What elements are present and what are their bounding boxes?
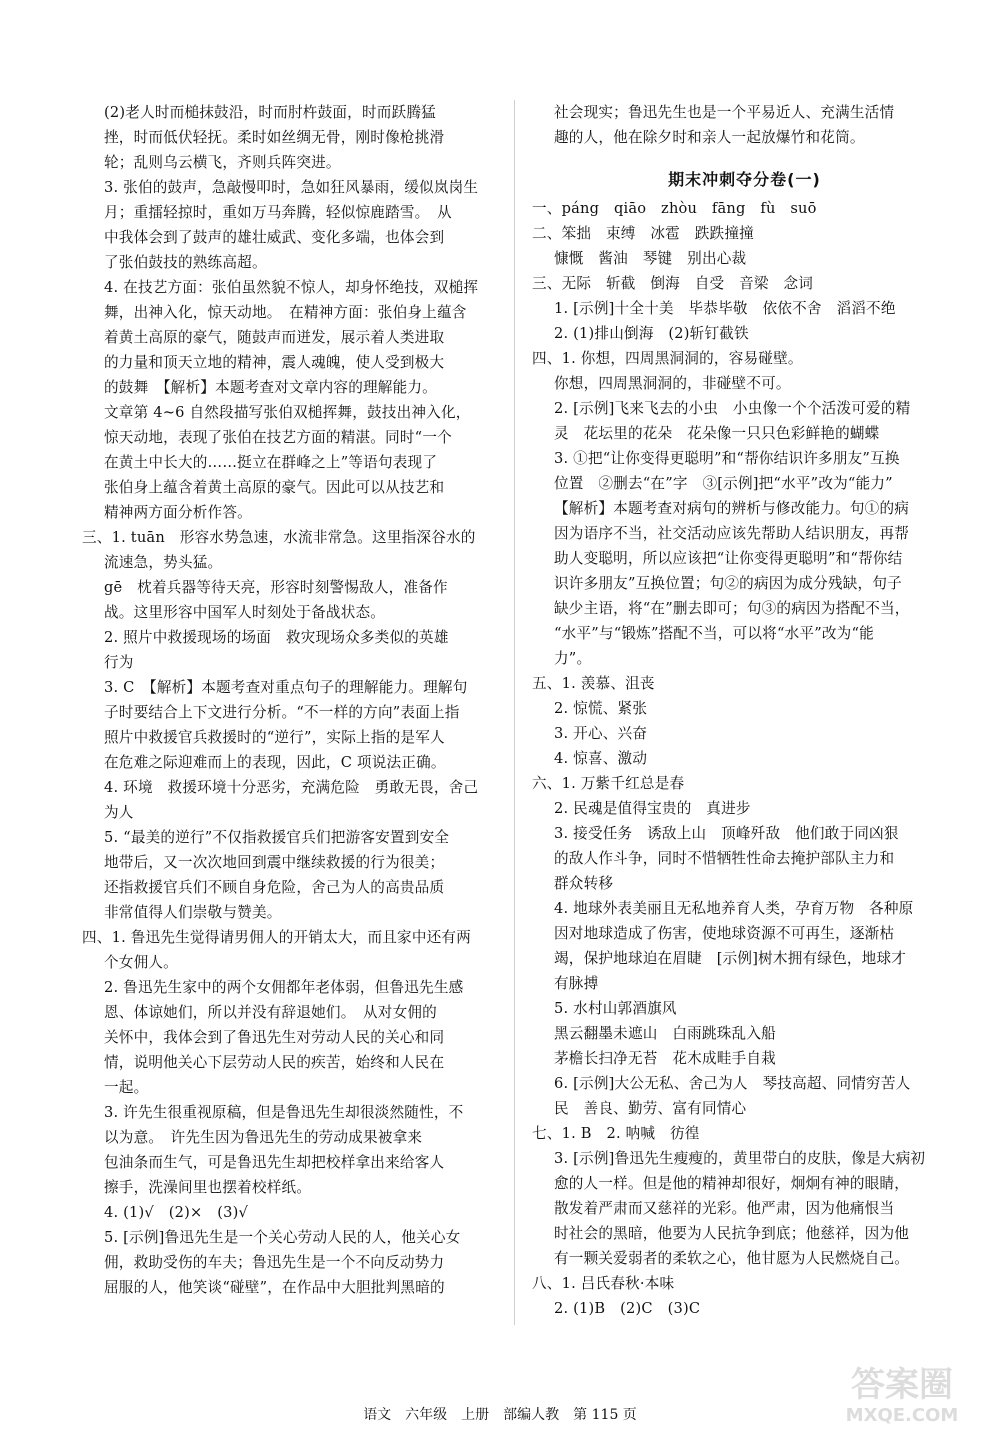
- answer-line: 的鼓舞 【解析】本题考查对文章内容的理解能力。: [104, 379, 437, 396]
- answer-line: 4. (1)√ (2)× (3)√: [104, 1204, 248, 1221]
- answer-line: 1. [示例]十全十美 毕恭毕敬 依依不舍 滔滔不绝: [554, 300, 896, 317]
- answer-line: 地带后，又一次次地回到震中继续救援的行为很美；: [104, 854, 445, 871]
- answer-line: 为人: [104, 804, 134, 821]
- answer-line: 三、1. tuān 形容水势急速，水流非常急。这里指深谷水的: [82, 529, 476, 546]
- answer-line: 有一颗关爱弱者的柔软之心，他甘愿为人民燃烧自己。: [554, 1250, 910, 1267]
- answer-line: 文章第 4~6 自然段描写张伯双槌挥舞，鼓技出神入化，: [104, 404, 471, 421]
- answer-line: 情，说明他关心下层劳动人民的疾苦，始终和人民在: [104, 1054, 445, 1071]
- watermark-url: MXQE.COM: [845, 1405, 959, 1426]
- answer-line: 竭，保护地球迫在眉睫 [示例]树木拥有绿色，地球才: [554, 950, 907, 967]
- answer-line: 5. [示例]鲁迅先生是一个关心劳动人民的人，他关心女: [104, 1229, 461, 1246]
- answer-line: 擦手，洗澡间里也摆着校样纸。: [104, 1179, 312, 1196]
- answer-line: 舞，出神入化，惊天动地。 在精神方面：张伯身上蕴含: [104, 304, 467, 321]
- answer-line: 3. ①把“让你变得更聪明”和“帮你结识许多朋友”互换: [554, 450, 900, 467]
- answer-line: 的力量和顶天立地的精神，震人魂魄，使人受到极大: [104, 354, 445, 371]
- answer-line: 中我体会到了鼓声的雄壮威武、变化多端，也体会到: [104, 229, 445, 246]
- answer-line: 以为意。 许先生因为鲁迅先生的劳动成果被拿来: [104, 1129, 423, 1146]
- answer-line: 散发着严肃而又慈祥的光彩。他严肃，因为他痛恨当: [554, 1200, 895, 1217]
- answer-line: 2. 鲁迅先生家中的两个女佣都年老体弱，但鲁迅先生感: [104, 979, 464, 996]
- answer-line: 【解析】本题考查对病句的辨析与修改能力。句①的病: [554, 500, 910, 517]
- answer-line: 二、笨拙 束缚 冰雹 跌跌撞撞: [532, 225, 754, 242]
- answer-line: 轮；乱则乌云横飞，齐则兵阵突进。: [104, 154, 341, 171]
- answer-line: 了张伯鼓技的熟练高超。: [104, 254, 267, 271]
- answer-line: 的敌人作斗争，同时不惜牺牲性命去掩护部队主力和: [554, 850, 895, 867]
- answer-line: 照片中救援官兵救援时的“逆行”，实际上指的是军人: [104, 729, 445, 746]
- answer-line: 四、1. 鲁迅先生觉得请男佣人的开销太大，而且家中还有两: [82, 929, 472, 946]
- answer-line: 5. 水村山郭酒旗风: [554, 1000, 677, 1017]
- answer-line: 社会现实；鲁迅先生也是一个平易近人、充满生活情: [554, 104, 895, 121]
- answer-line: 月；重擂轻掠时，重如万马奔腾，轻似惊鹿踏雪。 从: [104, 204, 452, 221]
- answer-line: 六、1. 万紫千红总是春: [532, 775, 685, 792]
- answer-line: 2. 照片中救援现场的场面 救灾现场众多类似的英雄: [104, 629, 449, 646]
- answer-line: 愈的人一样。但是他的精神却很好，炯炯有神的眼睛，: [554, 1175, 910, 1192]
- answer-line: 四、1. 你想，四周黑洞洞的，容易碰壁。: [532, 350, 803, 367]
- answer-line: 识许多朋友”互换位置；句②的病因为成分残缺，句子: [554, 575, 902, 592]
- answer-line: 3. 张伯的鼓声，急敲慢叩时，急如狂风暴雨，缓似岚岗生: [104, 179, 479, 196]
- answer-line: 3. [示例]鲁迅先生瘦瘦的，黄里带白的皮肤，像是大病初: [554, 1150, 926, 1167]
- answer-line: 时社会的黑暗，他要为人民抗争到底；他慈祥，因为他: [554, 1225, 910, 1242]
- answer-line: 八、1. 吕氏春秋·本味: [532, 1275, 675, 1292]
- answer-line: 着黄土高原的豪气，随鼓声而迸发，展示着人类进取: [104, 329, 445, 346]
- answer-line: 屈服的人，他笑谈“碰壁”，在作品中大胆批判黑暗的: [104, 1279, 445, 1296]
- answer-line: 2. 惊慌、紧张: [554, 700, 648, 717]
- answer-line: gē 枕着兵器等待天亮，形容时刻警惕敌人，准备作: [104, 579, 448, 596]
- answer-line: 5. “最美的逆行”不仅指救援官兵们把游客安置到安全: [104, 829, 450, 846]
- answer-line: 3. C 【解析】本题考查对重点句子的理解能力。理解句: [104, 679, 468, 696]
- answer-line: 精神两方面分析作答。: [104, 504, 252, 521]
- answer-line: 4. 地球外表美丽且无私地养育人类，孕育万物 各种原: [554, 900, 914, 917]
- answer-line: 一起。: [104, 1079, 149, 1096]
- answer-line: 张伯身上蕴含着黄土高原的豪气。因此可以从技艺和: [104, 479, 445, 496]
- answer-line: 五、1. 羡慕、沮丧: [532, 675, 655, 692]
- answer-line: 2. (1)排山倒海 (2)斩钉截铁: [554, 325, 749, 342]
- answer-line: 挫，时而低伏轻抚。柔时如丝绸无骨，刚时像枪挑滑: [104, 129, 445, 146]
- answer-line: 3. 许先生很重视原稿，但是鲁迅先生却很淡然随性，不: [104, 1104, 464, 1121]
- left-column: [82, 100, 502, 1300]
- answer-line: 助人变聪明，所以应该把“让你变得更聪明”和“帮你结: [554, 550, 903, 567]
- answer-line: 灵 花坛里的花朵 花朵像一只只色彩鲜艳的蝴蝶: [554, 425, 880, 442]
- answer-line: 有脉搏: [554, 975, 599, 992]
- answer-line: 黑云翻墨未遮山 白雨跳珠乱入船: [554, 1025, 776, 1042]
- answer-line: 趣的人，他在除夕时和亲人一起放爆竹和花筒。: [554, 129, 865, 146]
- column-divider: [514, 100, 515, 1325]
- answer-line: 个女佣人。: [104, 954, 178, 971]
- answer-line: 慷慨 酱油 琴键 别出心裁: [554, 250, 747, 267]
- answer-line: 行为: [104, 654, 134, 671]
- answer-line: 2. 民魂是值得宝贵的 真进步: [554, 800, 751, 817]
- answer-line: (2)老人时而槌抹鼓沿，时而肘杵鼓面，时而跃腾猛: [104, 104, 436, 121]
- answer-line: 群众转移: [554, 875, 614, 892]
- watermark-title: 答案圈: [851, 1365, 953, 1405]
- right-column: [532, 100, 957, 1321]
- answer-line: 佣，救助受伤的车夫；鲁迅先生是一个不向反动势力: [104, 1254, 445, 1271]
- answer-line: 4. 环境 救援环境十分恶劣，充满危险 勇敢无畏，舍己: [104, 779, 479, 796]
- answer-line: 关怀中，我体会到了鲁迅先生对劳动人民的关心和同: [104, 1029, 445, 1046]
- answer-line: 在危难之际迎难而上的表现，因此，C 项说法正确。: [104, 754, 446, 771]
- answer-line: 4. 在技艺方面：张伯虽然貌不惊人，却身怀绝技，双槌挥: [104, 279, 479, 296]
- answer-line: 在黄土中长大的……挺立在群峰之上”等语句表现了: [104, 454, 438, 471]
- answer-line: 2. [示例]飞来飞去的小虫 小虫像一个个活泼可爱的精: [554, 400, 911, 417]
- answer-line: 你想，四周黑洞洞的，非碰壁不可。: [554, 375, 791, 392]
- right-column-answers: [532, 196, 957, 1321]
- answer-line: 非常值得人们崇敬与赞美。: [104, 904, 282, 921]
- answer-line: 力”。: [554, 650, 592, 667]
- answer-line: 惊天动地，表现了张伯在技艺方面的精湛。同时“一个: [104, 429, 452, 446]
- answer-line: 一、páng qiāo zhòu fāng fù suō: [532, 200, 817, 217]
- answer-line: 还指救援官兵们不顾自身危险，舍己为人的高贵品质: [104, 879, 445, 896]
- page-footer: 语文 六年级 上册 部编人教 第 115 页: [363, 1407, 637, 1423]
- answer-line: 缺少主语，将“在”删去即可；句③的病因为搭配不当，: [554, 600, 910, 617]
- answer-line: 流速急，势头猛。: [104, 554, 223, 571]
- answer-line: 6. [示例]大公无私、舍己为人 琴技高超、同情穷苦人: [554, 1075, 911, 1092]
- answer-line: “水平”与“锻炼”搭配不当，可以将“水平”改为“能: [554, 625, 874, 642]
- answer-line: 民 善良、勤劳、富有同情心: [554, 1100, 747, 1117]
- answer-line: 因对地球造成了伤害，使地球资源不可再生，逐渐枯: [554, 925, 895, 942]
- answer-line: 3. 开心、兴奋: [554, 725, 648, 742]
- answer-line: 4. 惊喜、激动: [554, 750, 648, 767]
- section-title: 期末冲刺夺分卷(一): [668, 170, 821, 189]
- answer-line: 包油条而生气，可是鲁迅先生却把校样拿出来给客人: [104, 1154, 445, 1171]
- right-column-continuation: [532, 100, 957, 150]
- answer-line: 三、无际 斩截 倒海 自受 音梁 念词: [532, 275, 814, 292]
- answer-line: 茅檐长扫净无苔 花木成畦手自栽: [554, 1050, 776, 1067]
- answer-line: 恩、体谅她们，所以并没有辞退她们。 从对女佣的: [104, 1004, 437, 1021]
- answer-line: 战。这里形容中国军人时刻处于备战状态。: [104, 604, 386, 621]
- answer-line: 2. (1)B (2)C (3)C: [554, 1300, 701, 1317]
- answer-line: 3. 接受任务 诱敌上山 顶峰歼敌 他们敢于同凶狠: [554, 825, 899, 842]
- answer-line: 位置 ②删去“在”字 ③[示例]把“水平”改为“能力”: [554, 475, 893, 492]
- answer-line: 因为语序不当，社交活动应该先帮助人结识朋友，再帮: [554, 525, 910, 542]
- watermark-logo: [822, 1365, 982, 1435]
- answer-line: 子时要结合上下文进行分析。“不一样的方向”表面上指: [104, 704, 460, 721]
- answer-line: 七、1. B 2. 呐喊 彷徨: [532, 1125, 700, 1142]
